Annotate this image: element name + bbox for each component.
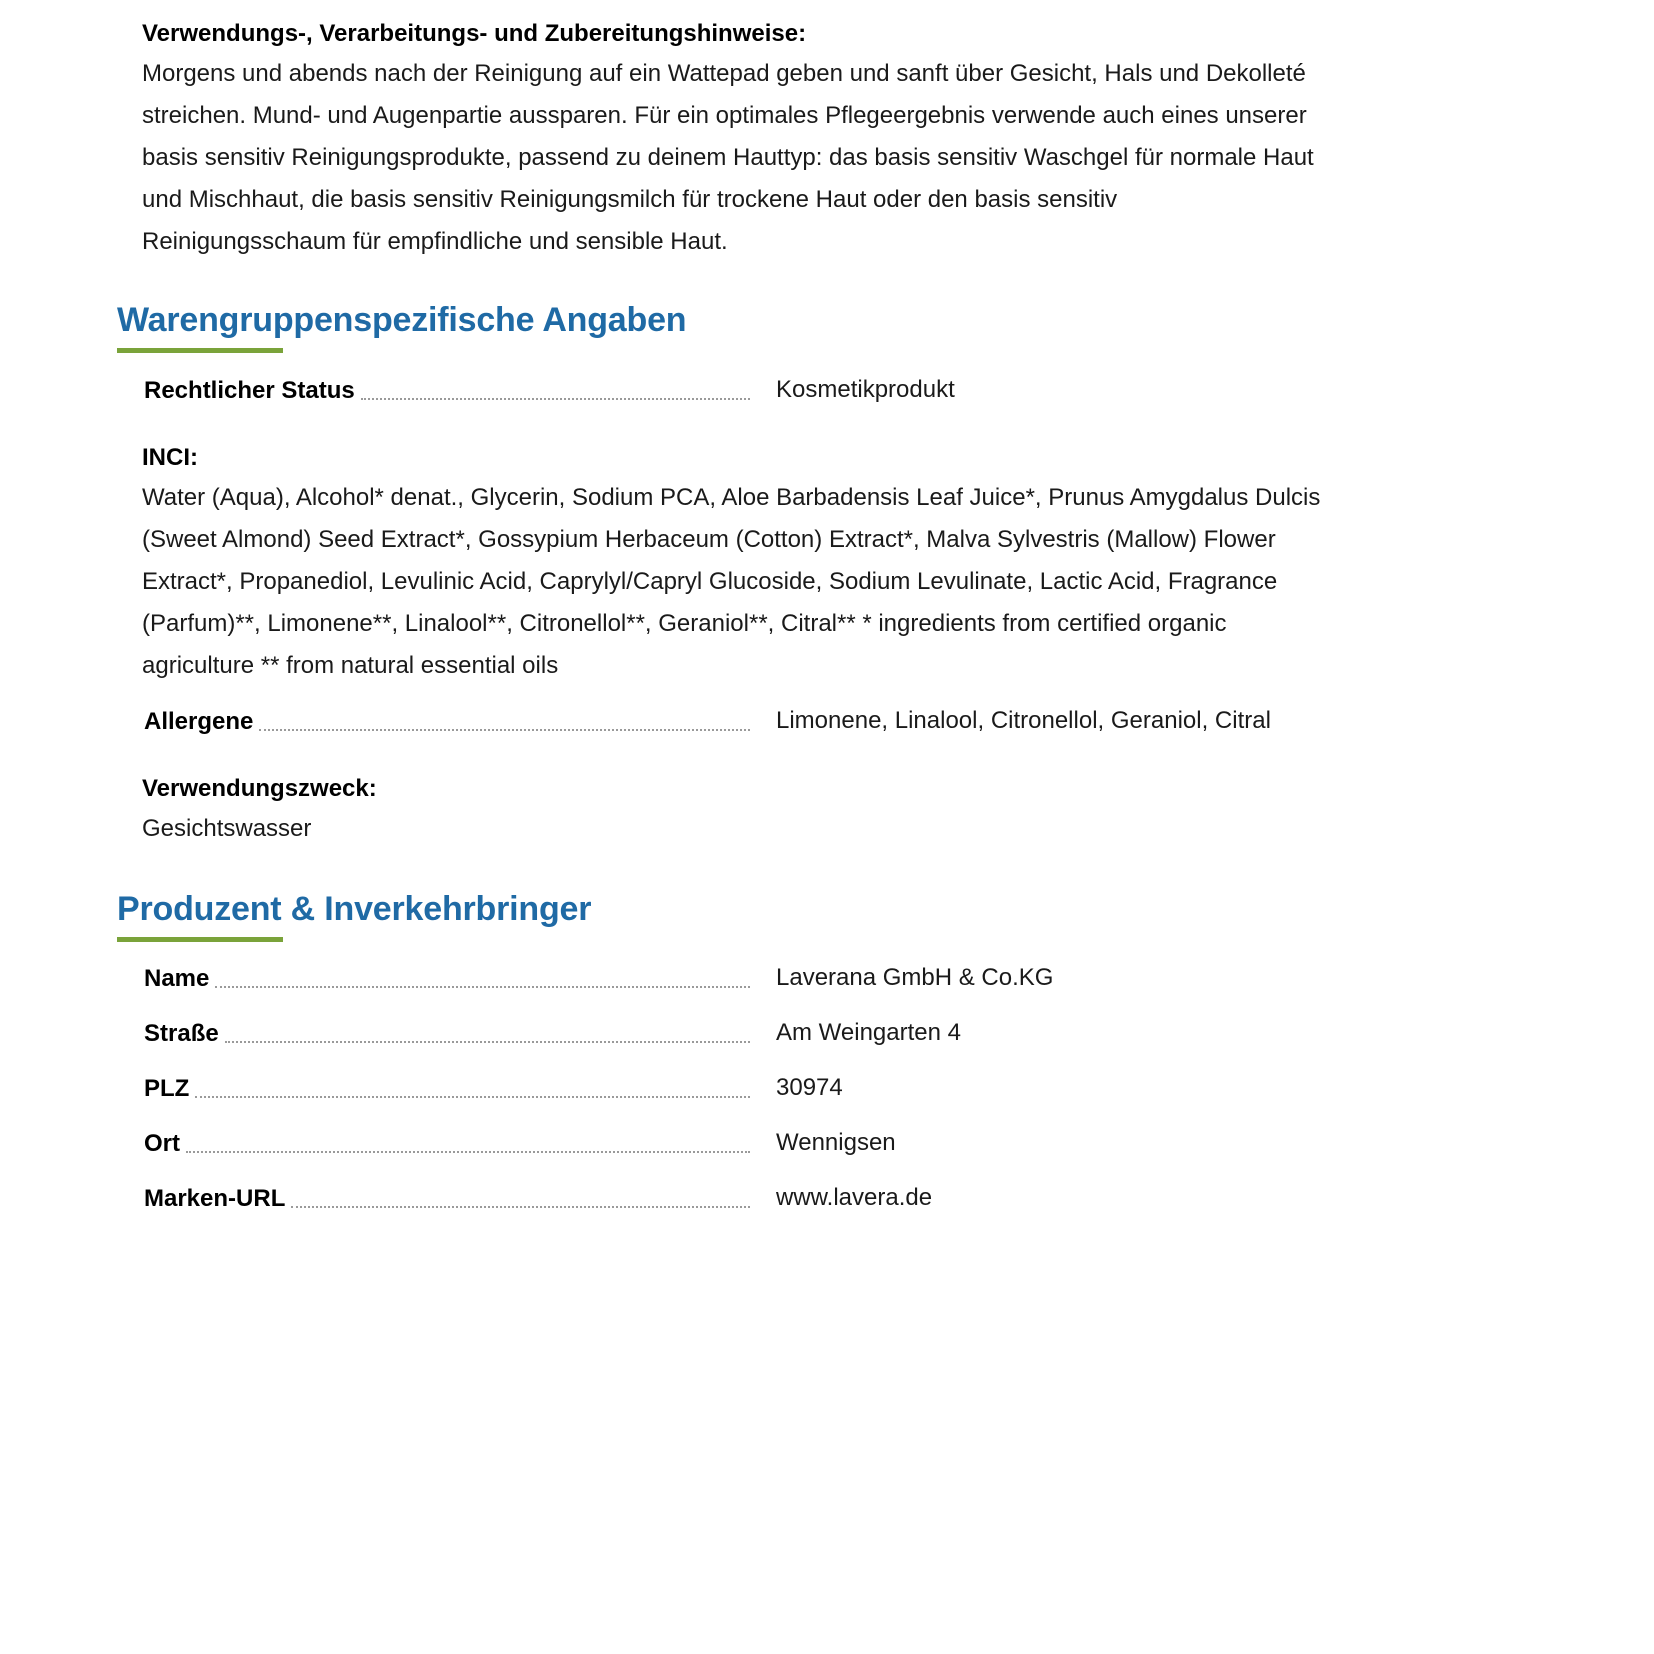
inci-text (142, 477, 1412, 687)
leader-dots (195, 1096, 750, 1098)
row-producer-name (144, 960, 1444, 994)
legal-status-value: Kosmetikprodukt (776, 376, 955, 403)
producer-zip-value: 30974 (776, 1074, 843, 1101)
section-product-group-heading (117, 298, 686, 353)
inci-label: INCI: (142, 444, 198, 471)
leader-dots (215, 986, 750, 988)
producer-city-label: Ort (144, 1129, 186, 1159)
producer-city-value: Wennigsen (776, 1129, 896, 1156)
inci-line: (Sweet Almond) Seed Extract*, Gossypium Herbaceum (Cotton) Extract*, Malva Sylvestris (Mallow) Flower (142, 526, 1276, 553)
usage-line: Reinigungsschaum für empfindliche und sensible Haut. (142, 228, 728, 255)
section-title: Produzent & Inverkehrbringer (117, 890, 592, 928)
purpose-label: Verwendungszweck: (142, 775, 377, 802)
usage-line: und Mischhaut, die basis sensitiv Reinigungsmilch für trockene Haut oder den basis sensitiv (142, 186, 1118, 213)
inci-line: Water (Aqua), Alcohol* denat., Glycerin, Sodium PCA, Aloe Barbadensis Leaf Juice*, Prunus Amygdalus Dulcis (142, 484, 1321, 511)
inci-line: agriculture ** from natural essential oils (142, 652, 559, 679)
row-legal-status (144, 372, 1444, 406)
leader-dots (361, 398, 750, 400)
usage-instructions (142, 18, 1412, 263)
section-title: Warengruppenspezifische Angaben (117, 301, 687, 339)
usage-label: Verwendungs-, Verarbeitungs- und Zubereitungshinweise: (142, 20, 807, 47)
usage-line: Morgens und abends nach der Reinigung auf ein Wattepad geben und sanft über Gesicht, Hals und Dekolleté (142, 60, 1306, 87)
leader-dots (259, 729, 750, 731)
producer-name-label: Name (144, 964, 215, 994)
brand-url-value: www.lavera.de (776, 1184, 933, 1211)
purpose-value: Gesichtswasser (142, 815, 312, 842)
producer-name-value: Laverana GmbH & Co.KG (776, 964, 1054, 991)
inci-line: Extract*, Propanediol, Levulinic Acid, Caprylyl/Capryl Glucoside, Sodium Levulinate, Lactic Acid, Fragrance (142, 568, 1278, 595)
producer-street-value: Am Weingarten 4 (776, 1019, 961, 1046)
producer-street-label: Straße (144, 1019, 225, 1049)
legal-status-label: Rechtlicher Status (144, 376, 361, 406)
allergens-label: Allergene (144, 707, 259, 737)
usage-line: streichen. Mund- und Augenpartie aussparen. Für ein optimales Pflegeergebnis verwende auch eines unserer (142, 102, 1307, 129)
usage-line: basis sensitiv Reinigungsprodukte, passend zu deinem Hauttyp: das basis sensitiv Waschgel für normale Haut (142, 144, 1314, 171)
allergens-value: Limonene, Linalool, Citronellol, Geraniol, Citral (776, 707, 1271, 734)
section-producer-heading (117, 887, 591, 942)
producer-zip-label: PLZ (144, 1074, 195, 1104)
section-accent-bar (117, 937, 283, 942)
usage-text (142, 53, 1412, 263)
leader-dots (225, 1041, 750, 1043)
leader-dots (186, 1151, 750, 1153)
leader-dots (291, 1206, 750, 1208)
inci-block (142, 442, 1412, 687)
brand-url-label: Marken-URL (144, 1184, 291, 1214)
row-allergens (144, 703, 1444, 737)
row-brand-url (144, 1180, 1444, 1214)
section-accent-bar (117, 348, 283, 353)
row-producer-city (144, 1125, 1444, 1159)
purpose-block (142, 773, 1412, 850)
row-producer-zip (144, 1070, 1444, 1104)
row-producer-street (144, 1015, 1444, 1049)
inci-line: (Parfum)**, Limonene**, Linalool**, Citronellol**, Geraniol**, Citral** * ingredients from certified organic (142, 610, 1227, 637)
